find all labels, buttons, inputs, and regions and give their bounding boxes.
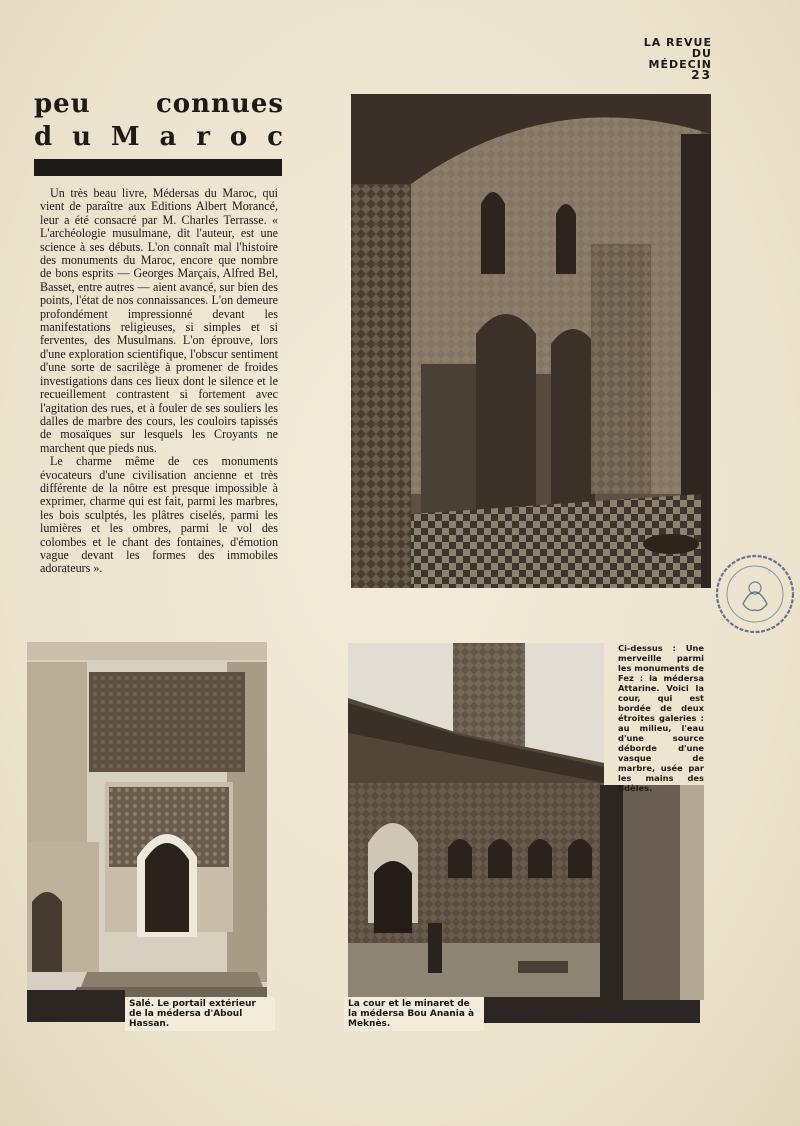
graphic-block-light [680, 785, 704, 1000]
article-paragraph: Le charme même de ces monuments évocateurs d'une civilisation ancienne et très différente de la nôtre est presque impossible à exprimer, charme qui est fait, parmi les marbres, les bois sculptés, les plâtres ciselés, parmi les lumières et les ombres, parmi le vol des colombes et le chant des fontaines, d'émotion vague devant les formes des immobiles adorateurs ». [40, 454, 278, 576]
article-title [34, 88, 284, 154]
title-line-1 [34, 88, 284, 121]
title-line-2 [34, 121, 284, 154]
running-header [644, 37, 712, 81]
photo-meknes-courtyard [348, 643, 604, 999]
title-letter: d [34, 122, 54, 152]
photo-attarine-courtyard [351, 94, 711, 588]
title-letter: o [229, 122, 249, 152]
page-number: 23 [691, 68, 712, 82]
photo-sale-portal [27, 642, 267, 1022]
caption-meknes: La cour et le minaret de la médersa Bou Anania à Meknès. [344, 997, 484, 1031]
journal-name-line1: LA REVUE [643, 36, 712, 49]
caption-attarine: Ci-dessus : Une merveille parmi les monuments de Fez : la médersa Attarine. Voici la cour, qui est bordée de deux étroites galeries : au milieu, l'eau d'une source déborde d'une vasque de marbre, usée par les mains des fidèles. [618, 643, 704, 793]
journal-name-line2: DU [691, 47, 712, 60]
caption-sale: Salé. Le portail extérieur de la médersa d'Aboul Hassan. [125, 997, 275, 1031]
journal-name-line3: MÉDECIN [648, 58, 712, 71]
library-stamp-icon [713, 552, 797, 636]
title-rule-bar [34, 159, 282, 176]
title-letter: a [159, 122, 178, 152]
article-paragraph: Un très beau livre, Médersas du Maroc, qui vient de paraître aux Editions Albert Morancé, leur a été consacré par M. Charles Terrasse. « L'archéologie musulmane, dit l'auteur, est une science à ses débuts. L'on connaît mal l'histoire des monuments du Maroc, encore que nombre de bons esprits — Georges Marçais, Alfred Bel, Basset, entre autres — aient avancé, sur bien des points, l'état de nos connaissances. L'on demeure profondément impressionné devant les manifestations religieuses, si simples et si ferventes, des Musulmans. L'on éprouve, lors d'une exploration scientifique, l'obscur sentiment d'une sorte de sacrilège à promener de froides investigations dans ces lieux dont le silence et le recueillement contrastent si fortement avec l'agitation des rues, et à fouler de ses souliers les dalles de marbre des cours, les couloirs tapissés de mosaïques sur lesquels les Croyants ne marchent que pieds nus. [40, 186, 278, 455]
title-letter: r [196, 122, 211, 152]
caption-backing-block [482, 997, 700, 1023]
graphic-block-mid [623, 785, 680, 1000]
title-word: peu [34, 89, 91, 119]
caption-backing-block [27, 990, 125, 1022]
article-body [40, 187, 278, 576]
title-letter: c [267, 122, 284, 152]
title-letter: M [110, 122, 141, 152]
title-word: connues [155, 89, 284, 119]
title-letter: u [72, 122, 92, 152]
